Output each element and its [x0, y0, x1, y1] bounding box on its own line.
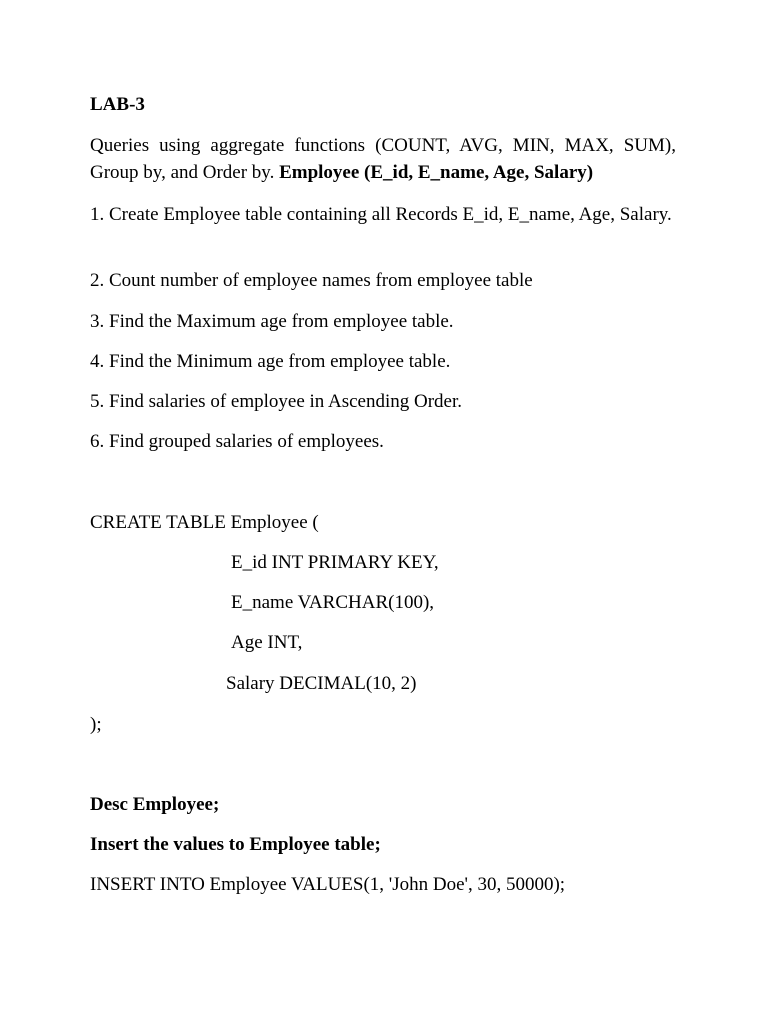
column-e-name: E_name VARCHAR(100), [231, 592, 435, 613]
intro-paragraph [90, 132, 676, 186]
intro-table-schema: Employee (E_id, E_name, Age, Salary) [279, 162, 594, 183]
task-1: 1. Create Employee table containing all Records E_id, E_name, Age, Salary. [90, 204, 672, 225]
desc-heading: Desc Employee; [90, 794, 220, 815]
lab-title: LAB-3 [90, 94, 145, 115]
task-2: 2. Count number of employee names from employee table [90, 270, 533, 291]
insert-statement: INSERT INTO Employee VALUES(1, 'John Doe', 30, 50000); [90, 874, 566, 895]
create-table-footer: ); [90, 714, 102, 735]
intro-text: Queries using aggregate functions (COUNT, AVG, MIN, MAX, SUM), Group by, and Order by. [90, 135, 676, 183]
task-6: 6. Find grouped salaries of employees. [90, 431, 384, 452]
column-age: Age INT, [231, 632, 303, 653]
column-e-id: E_id INT PRIMARY KEY, [231, 552, 439, 573]
task-3: 3. Find the Maximum age from employee table. [90, 311, 454, 332]
task-5: 5. Find salaries of employee in Ascending Order. [90, 391, 463, 412]
column-salary: Salary DECIMAL(10, 2) [226, 673, 417, 694]
task-4: 4. Find the Minimum age from employee table. [90, 351, 451, 372]
insert-heading: Insert the values to Employee table; [90, 834, 381, 855]
create-table-header: CREATE TABLE Employee ( [90, 512, 319, 533]
